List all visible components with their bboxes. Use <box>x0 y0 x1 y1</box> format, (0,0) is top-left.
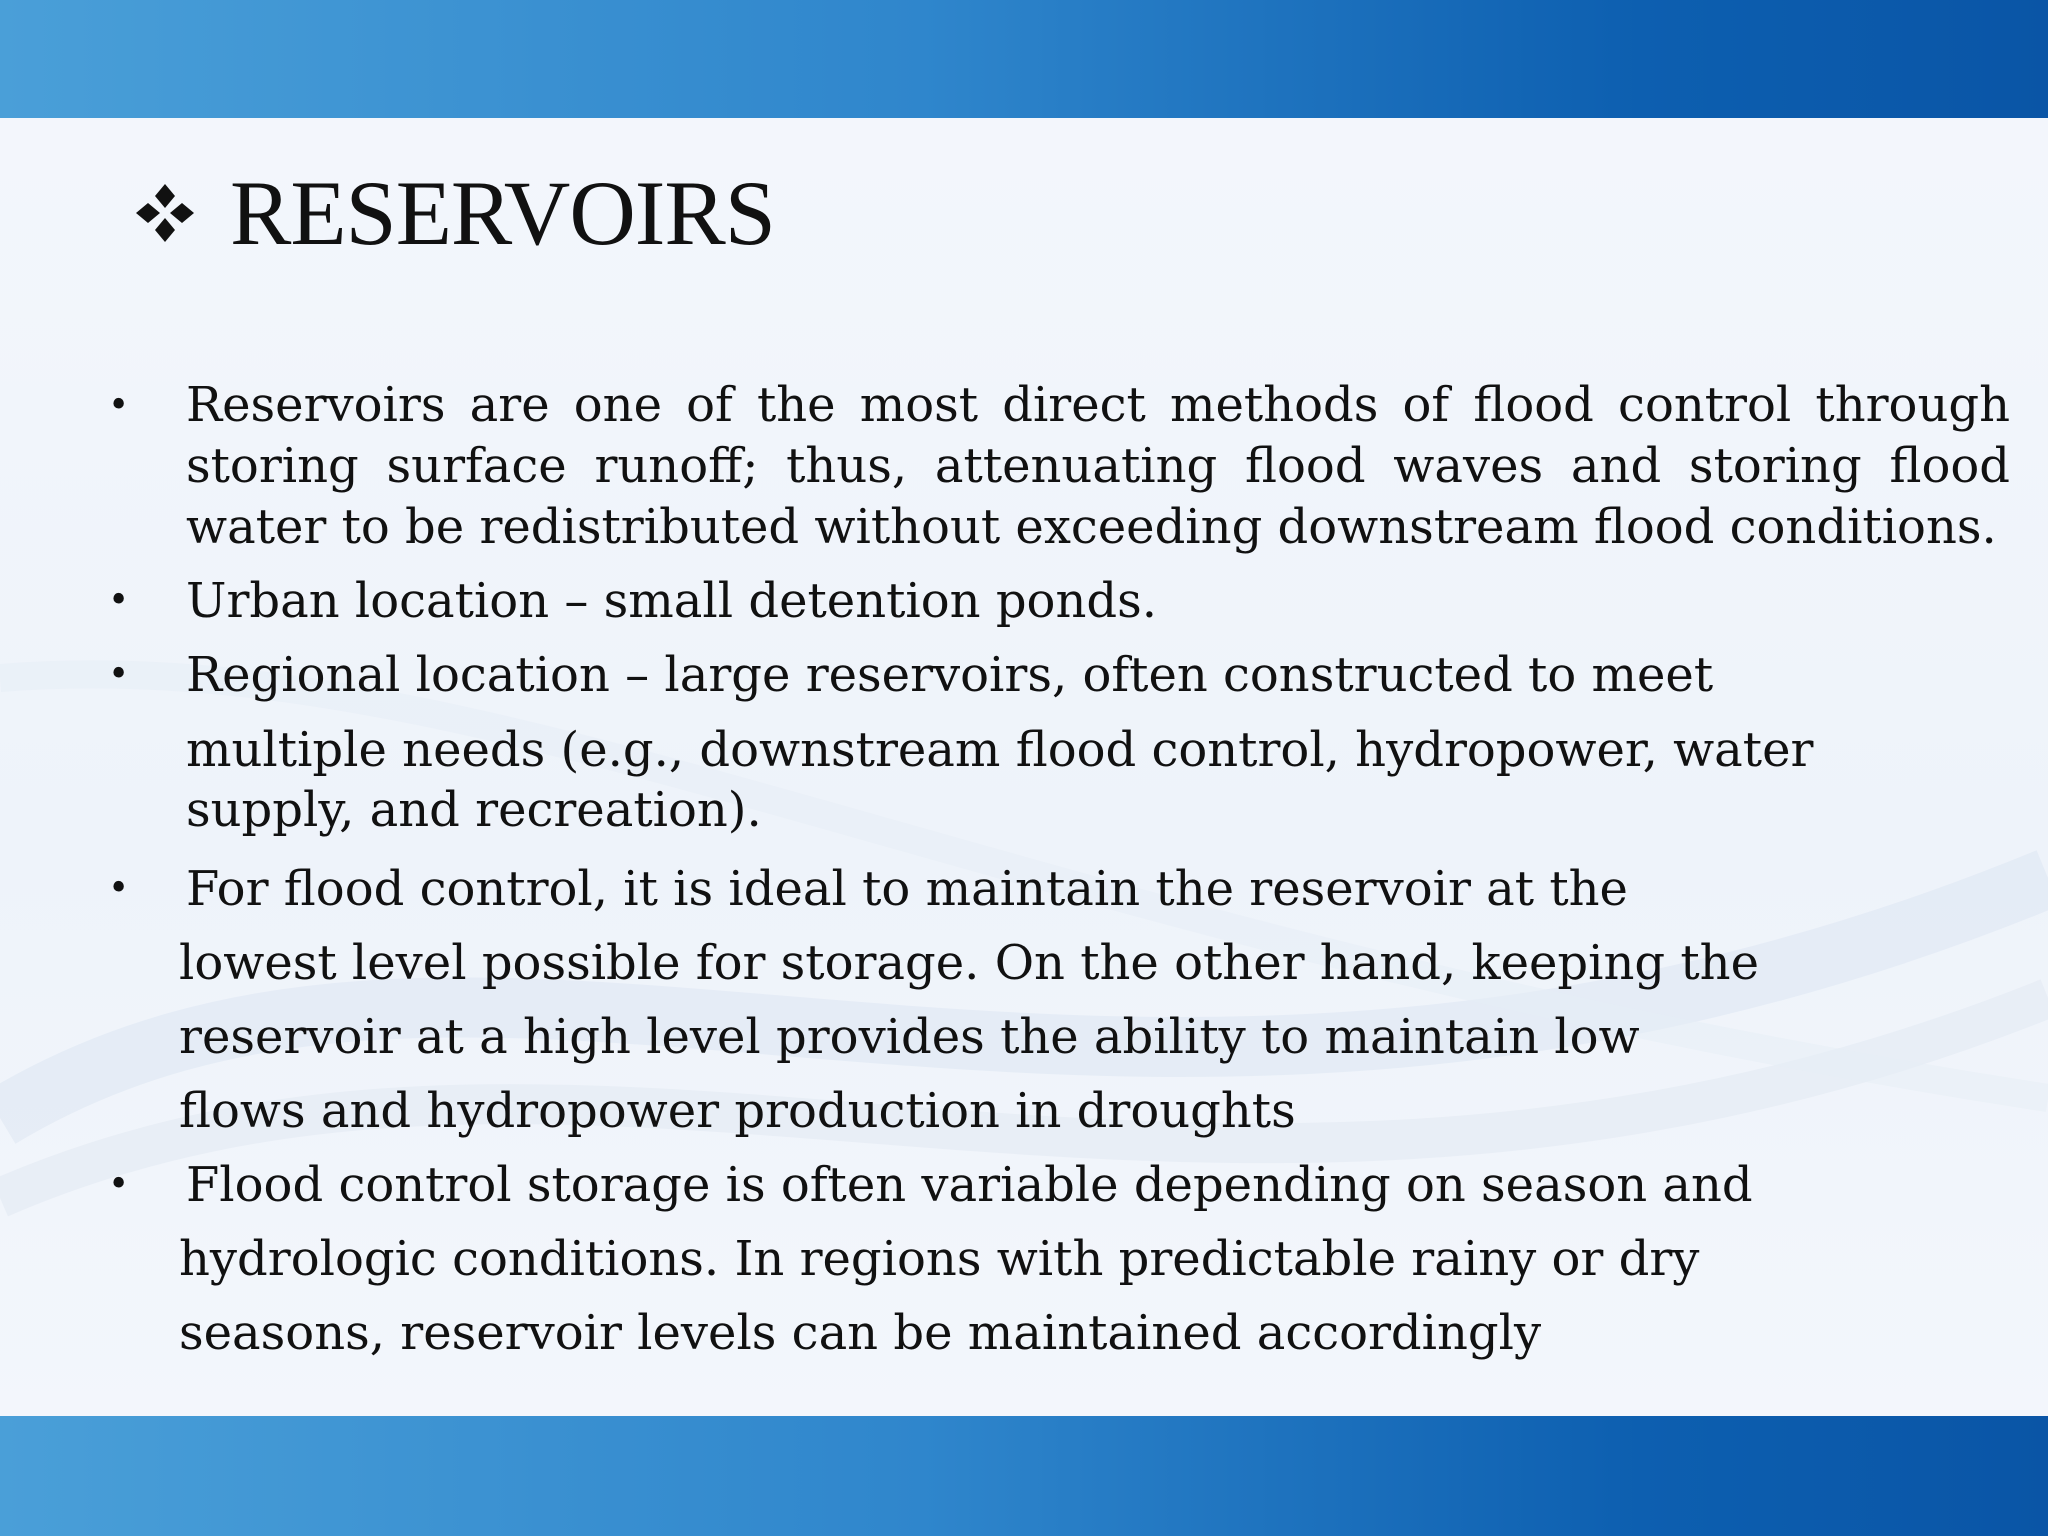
bullet-dot: • <box>108 385 130 426</box>
bullet-text-continued: reservoir at a high level provides the ability to maintain low <box>179 1009 1640 1065</box>
bullet-text: Regional location – large reservoirs, often constructed to meet <box>186 647 1714 703</box>
bullet-item <box>100 644 1920 840</box>
bullet-text-continued: seasons, reservoir levels can be maintained accordingly <box>179 1305 1542 1361</box>
bullet-item <box>100 852 1920 1148</box>
bullet-dot: • <box>108 580 130 621</box>
bullet-item <box>100 570 1920 632</box>
slide-title: RESERVOIRS <box>230 162 775 264</box>
bottom-footer-band <box>0 1416 2048 1536</box>
bullet-list <box>100 375 2010 1370</box>
bullet-text-continued: flows and hydropower production in droughts <box>179 1083 1296 1139</box>
bullet-item <box>100 375 2010 558</box>
bullet-text-continued: multiple needs (e.g., downstream flood control, hydropower, water supply, and recreation). <box>186 722 1814 838</box>
bullet-dot: • <box>108 1164 130 1205</box>
top-header-band <box>0 0 2048 118</box>
bullet-dot: • <box>108 654 130 695</box>
slide-title-row <box>130 158 775 268</box>
bullet-text-continued: hydrologic conditions. In regions with predictable rainy or dry <box>179 1231 1700 1287</box>
bullet-dot: • <box>108 868 130 909</box>
bullet-text-continued: lowest level possible for storage. On the other hand, keeping the <box>179 935 1759 991</box>
bullet-text: Reservoirs are one of the most direct methods of flood control through storing surface runoff; thus, attenuating flood waves and storing flood water to be redistributed without exceeding downstream flood conditions. <box>186 377 2010 555</box>
bullet-text: Urban location – small detention ponds. <box>186 573 1157 629</box>
bullet-text: For flood control, it is ideal to maintain the reservoir at the <box>186 861 1628 917</box>
bullet-text: Flood control storage is often variable depending on season and <box>186 1157 1753 1213</box>
bullet-item <box>100 1148 1920 1370</box>
four-diamond-bullet-icon <box>130 178 200 248</box>
